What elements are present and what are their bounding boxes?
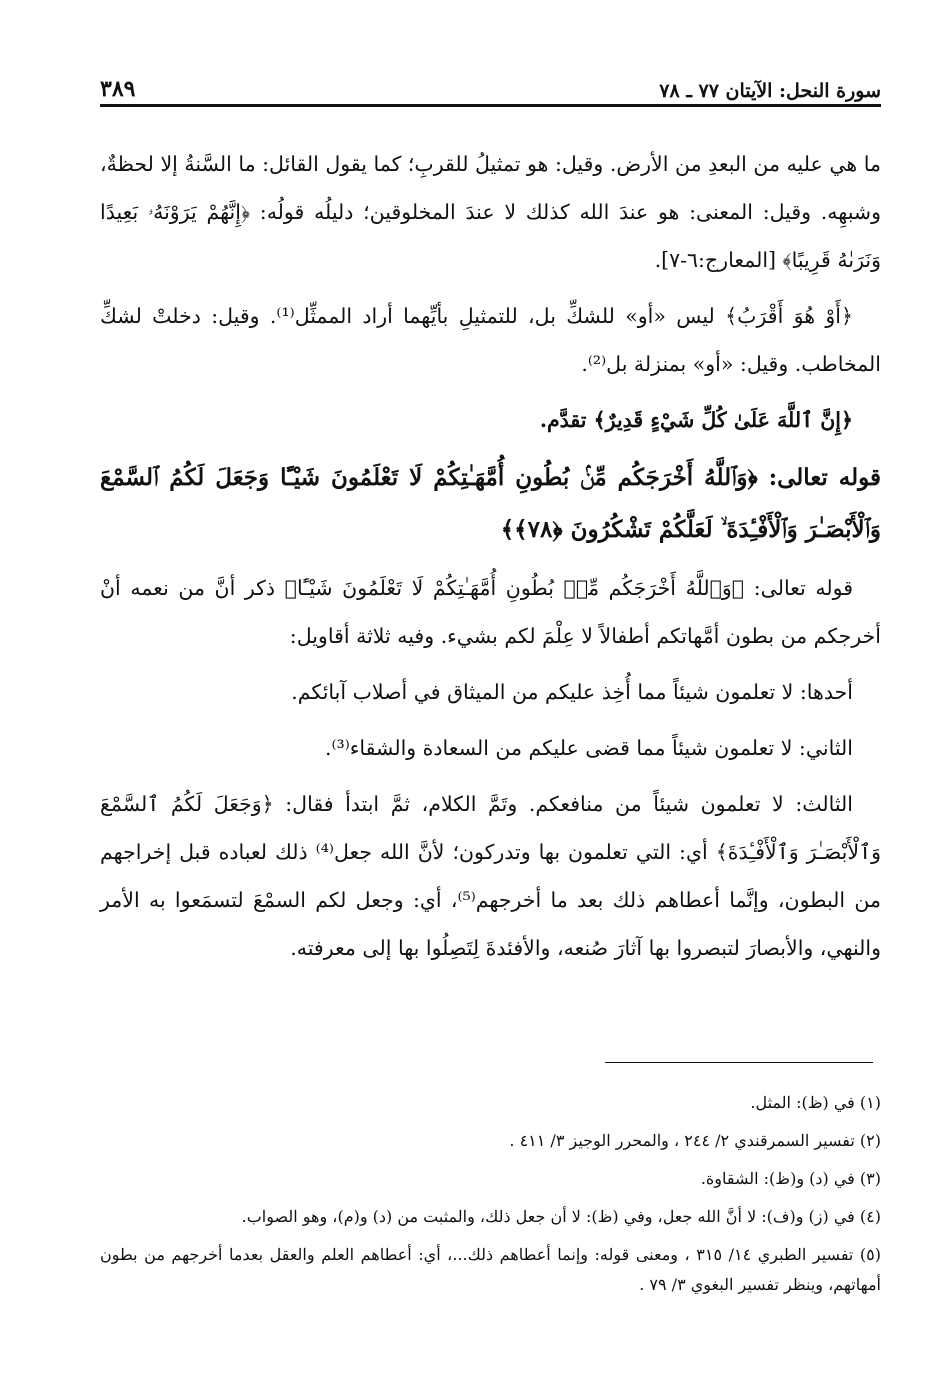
header-rule (100, 104, 881, 107)
paragraph-1: ما هي عليه من البعدِ من الأرض. وقيل: هو تمثيلُ للقربِ؛ كما يقول القائل: ما السَّنةُ إلا لحظةٌ، وشبهِه. وقيل: المعنى: هو عندَ الله كذلك لا عندَ المخلوقين؛ دليلُه قولُه: ﴿إِنَّهُمْ يَرَوْنَهُۥ بَعِيدًا وَنَرَىٰهُ قَرِيبًا﴾ [المعارج:٦-٧]. (100, 152, 881, 272)
paragraph-2: ﴿أَوْ هُوَ أَقْرَبُ﴾ ليس «أو» للشكِّ بل، للتمثيلِ بأيِّهما أراد الممثِّل⁽¹⁾. وقيل: دخلتْ لشكِّ المخاطب. وقيل: «أو» بمنزلة بل⁽²⁾. (100, 304, 881, 376)
paragraph-7: الثالث: لا تعلمون شيئاً من منافعكم. وتَمَّ الكلام، ثمَّ ابتدأ فقال: ﴿وَجَعَلَ لَكُمُ ٱلسَّمْعَ وَٱلْأَبْصَـٰرَ وَٱلْأَفْـِٔدَةَ﴾ أي: التي تعلمون بها وتدركون؛ لأنَّ الله جعل⁽⁴⁾ ذلك لعباده قبل إخراجهم من البطون، وإنَّما أعطاهم ذلك بعد ما أخرجهم⁽⁵⁾، أي: وجعل لكم السمْعَ لتسمَعوا به الأمر والنهي، والأبصارَ لتبصروا بها آثارَ صُنعه، والأفئدةَ لِتَصِلُوا بها إلى معرفته. (100, 792, 881, 960)
footnote-3: (٣) في (د) و(ظ): الشقاوة. (700, 1169, 881, 1188)
paragraph-5: أحدها: لا تعلمون شيئاً مما أُخِذ عليكم من الميثاق في أصلاب آبائكم. (291, 680, 853, 704)
paragraph-6: الثاني: لا تعلمون شيئاً مما قضى عليكم من السعادة والشقاء⁽³⁾. (324, 736, 853, 760)
page-number: ٣٨٩ (100, 76, 136, 102)
footnotes (100, 1088, 881, 1308)
footnote-5: (٥) تفسير الطبري ١٤/ ٣١٥ ، ومعنى قوله: وإنما أعطاهم ذلك...، أي: أعطاهم العلم والعقل بعدما أخرجهم من بطون أمهاتهم، وينظر تفسير البغوي ٣/ ٧٩ . (100, 1245, 882, 1294)
running-title: سورة النحل: الآيتان ٧٧ ـ ٧٨ (659, 80, 881, 102)
footnote-2: (٢) تفسير السمرقندي ٢/ ٢٤٤ ، والمحرر الوجيز ٣/ ٤١١ . (509, 1131, 881, 1150)
footnote-rule (605, 1062, 873, 1063)
paragraph-3: ﴿إِنَّ ٱللَّهَ عَلَىٰ كُلِّ شَيْءٍ قَدِيرٌ﴾ تقدَّم. (539, 408, 853, 432)
main-text (100, 140, 881, 980)
footnote-1: (١) في (ظ): المثل. (750, 1093, 881, 1112)
page-header (100, 62, 881, 102)
paragraph-4: قوله تعالى: ﴿وَٱللَّهُ أَخْرَجَكُم مِّنۢ بُطُونِ أُمَّهَـٰتِكُمْ لَا تَعْلَمُونَ شَيْـًٔا﴾ ذكر أنَّ من نعمه أنْ أخرجكم من بطون أمَّهاتكم أطفالاً لا عِلْمَ لكم بشيء. وفيه ثلاثة أقاويل: (100, 576, 881, 648)
verse-heading: قوله تعالى: ﴿وَٱللَّهُ أَخْرَجَكُم مِّنۢ بُطُونِ أُمَّهَـٰتِكُمْ لَا تَعْلَمُونَ شَيْـًٔا وَجَعَلَ لَكُمُ ٱلسَّمْعَ وَٱلْأَبْصَـٰرَ وَٱلْأَفْـِٔدَةَ ۙ لَعَلَّكُمْ تَشْكُرُونَ ﴿٧٨﴾﴾ (100, 464, 881, 543)
footnote-4: (٤) في (ز) و(ف): لا أنَّ الله جعل، وفي (ظ): لا أن جعل ذلك، والمثبت من (د) و(م)، وهو الصواب. (241, 1207, 881, 1226)
